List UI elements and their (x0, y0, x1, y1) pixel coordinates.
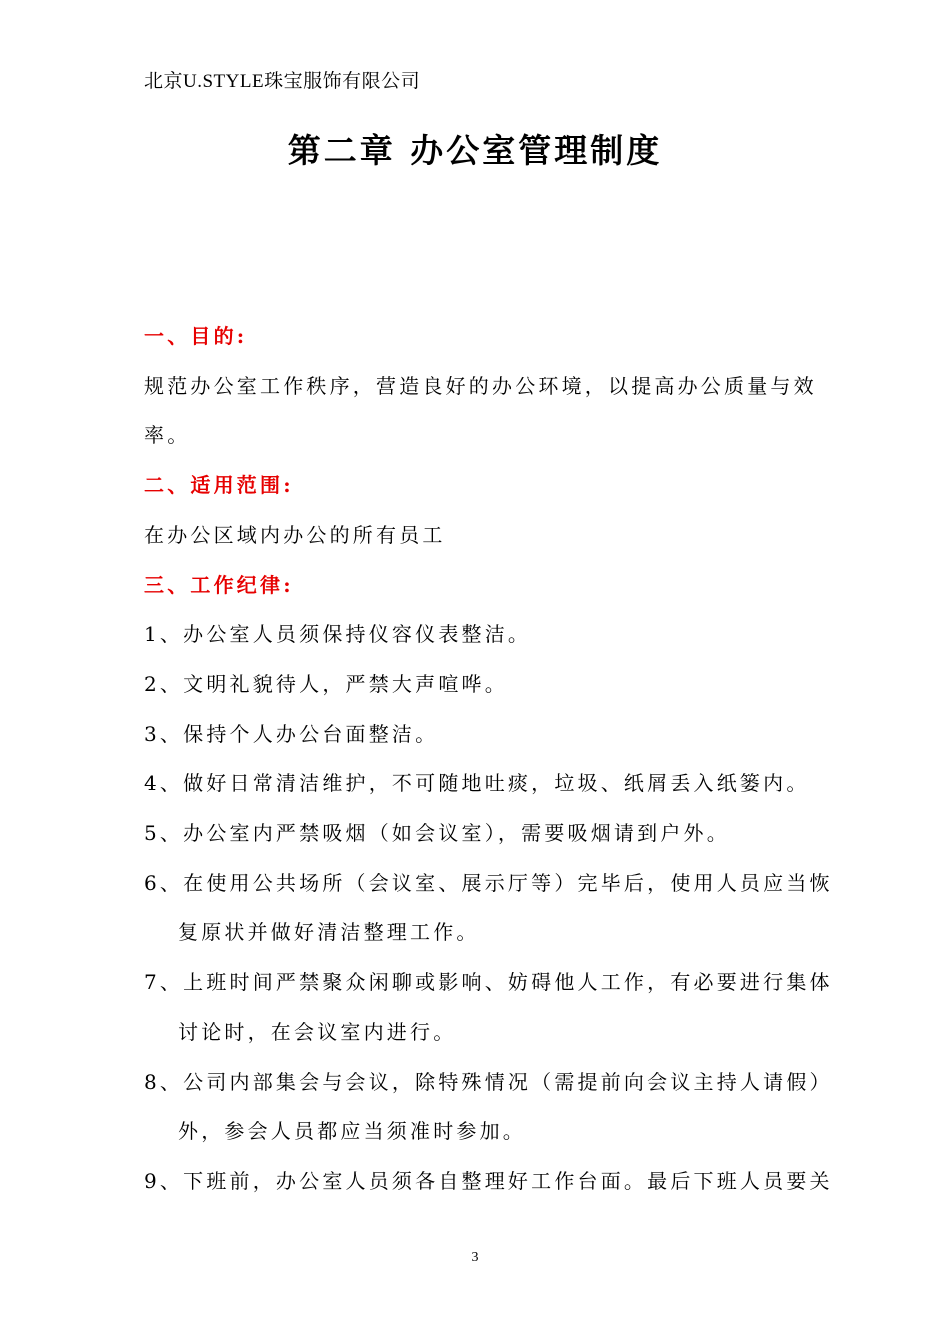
list-item-continuation: 讨论时，在会议室内进行。 (178, 1019, 457, 1044)
section-heading-scope: 二、适用范围: (144, 473, 294, 498)
list-item-continuation: 复原状并做好清洁整理工作。 (178, 920, 480, 945)
list-item-continuation: 外，参会人员都应当须准时参加。 (178, 1119, 526, 1144)
list-item: 8、公司内部集会与会议，除特殊情况（需提前向会议主持人请假） (144, 1069, 833, 1094)
list-item: 2、文明礼貌待人，严禁大声喧哗。 (144, 671, 508, 696)
list-item: 7、上班时间严禁聚众闲聊或影响、妨碍他人工作，有必要进行集体 (144, 970, 833, 995)
page-header-company: 北京U.STYLE珠宝服饰有限公司 (144, 71, 421, 92)
section-heading-purpose: 一、目的: (144, 324, 248, 348)
page-title: 第二章 办公室管理制度 (287, 131, 663, 170)
list-item: 3、保持个人办公台面整洁。 (144, 721, 439, 746)
section-heading-discipline: 三、工作纪律: (144, 572, 294, 597)
list-item: 5、办公室内严禁吸烟（如会议室），需要吸烟请到户外。 (144, 821, 730, 846)
list-item: 1、办公室人员须保持仪容仪表整洁。 (144, 622, 532, 647)
paragraph-line: 在办公区域内办公的所有员工 (144, 522, 446, 547)
paragraph-line: 规范办公室工作秩序，营造良好的办公环境，以提高办公质量与效 (144, 373, 817, 398)
document-body (144, 312, 833, 1207)
list-item: 9、下班前，办公室人员须各自整理好工作台面。最后下班人员要关 (144, 1168, 833, 1193)
list-item: 6、在使用公共场所（会议室、展示厅等）完毕后，使用人员应当恢 (144, 870, 833, 895)
paragraph-line: 率。 (144, 423, 191, 448)
list-item: 4、做好日常清洁维护，不可随地吐痰，垃圾、纸屑丢入纸篓内。 (144, 771, 810, 796)
page-number: 3 (471, 1250, 479, 1265)
